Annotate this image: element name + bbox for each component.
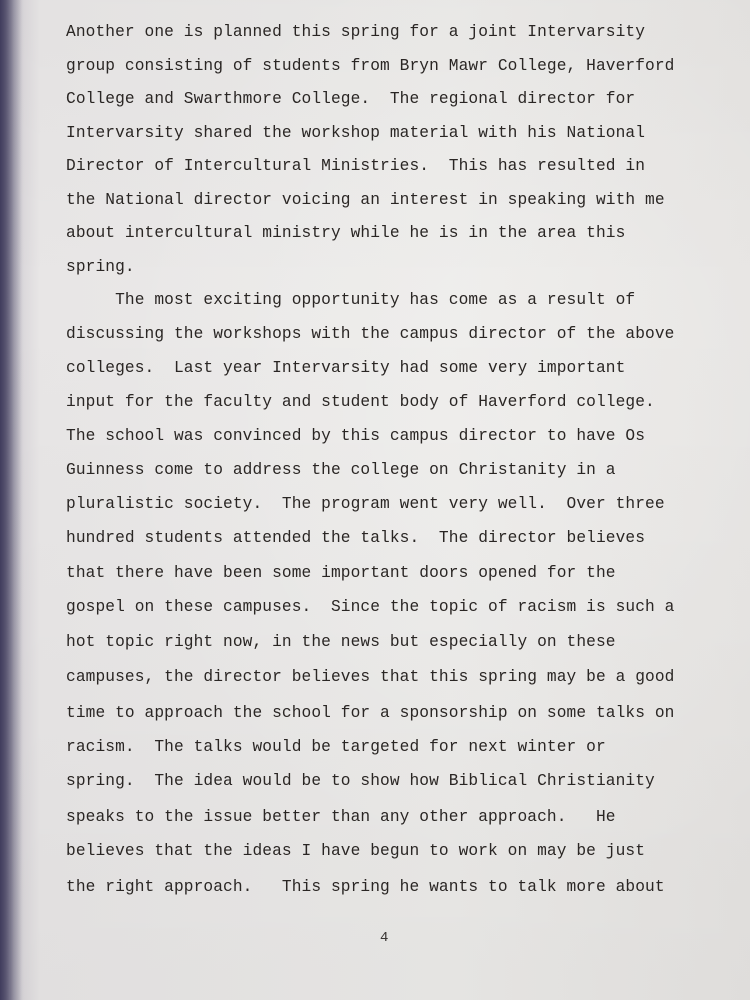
text-line: discussing the workshops with the campus director of the above <box>66 325 675 343</box>
text-line: The school was convinced by this campus director to have Os <box>66 427 646 445</box>
text-line: The most exciting opportunity has come as a result of <box>66 291 636 309</box>
text-line: that there have been some important doors opened for the <box>66 564 616 582</box>
text-line: speaks to the issue better than any other approach. He <box>66 808 616 826</box>
text-line: hot topic right now, in the news but especially on these <box>66 633 616 651</box>
text-line: colleges. Last year Intervarsity had some very important <box>66 359 626 377</box>
text-line: campuses, the director believes that this spring may be a good <box>66 668 675 686</box>
text-line: Director of Intercultural Ministries. This has resulted in <box>66 157 646 175</box>
text-line: gospel on these campuses. Since the topic of racism is such a <box>66 598 675 616</box>
text-line: input for the faculty and student body of Haverford college. <box>66 393 655 411</box>
text-line: hundred students attended the talks. The director believes <box>66 529 646 547</box>
text-line: the right approach. This spring he wants to talk more about <box>66 878 665 896</box>
text-line: Intervarsity shared the workshop material with his National <box>66 124 646 142</box>
text-line: Another one is planned this spring for a joint Intervarsity <box>66 23 646 41</box>
text-line: spring. <box>66 258 135 276</box>
text-line: Guinness come to address the college on Christanity in a <box>66 461 616 479</box>
text-line: group consisting of students from Bryn Mawr College, Haverford <box>66 57 675 75</box>
text-line: spring. The idea would be to show how Biblical Christianity <box>66 772 655 790</box>
page-number: 4 <box>380 930 389 946</box>
text-line: the National director voicing an interest in speaking with me <box>66 191 665 209</box>
text-line: College and Swarthmore College. The regional director for <box>66 90 636 108</box>
text-line: pluralistic society. The program went very well. Over three <box>66 495 665 513</box>
text-line: about intercultural ministry while he is in the area this <box>66 224 626 242</box>
paper-sheet <box>10 0 750 1000</box>
text-line: time to approach the school for a sponsorship on some talks on <box>66 704 675 722</box>
text-line: believes that the ideas I have begun to work on may be just <box>66 842 646 860</box>
text-line: racism. The talks would be targeted for next winter or <box>66 738 606 756</box>
